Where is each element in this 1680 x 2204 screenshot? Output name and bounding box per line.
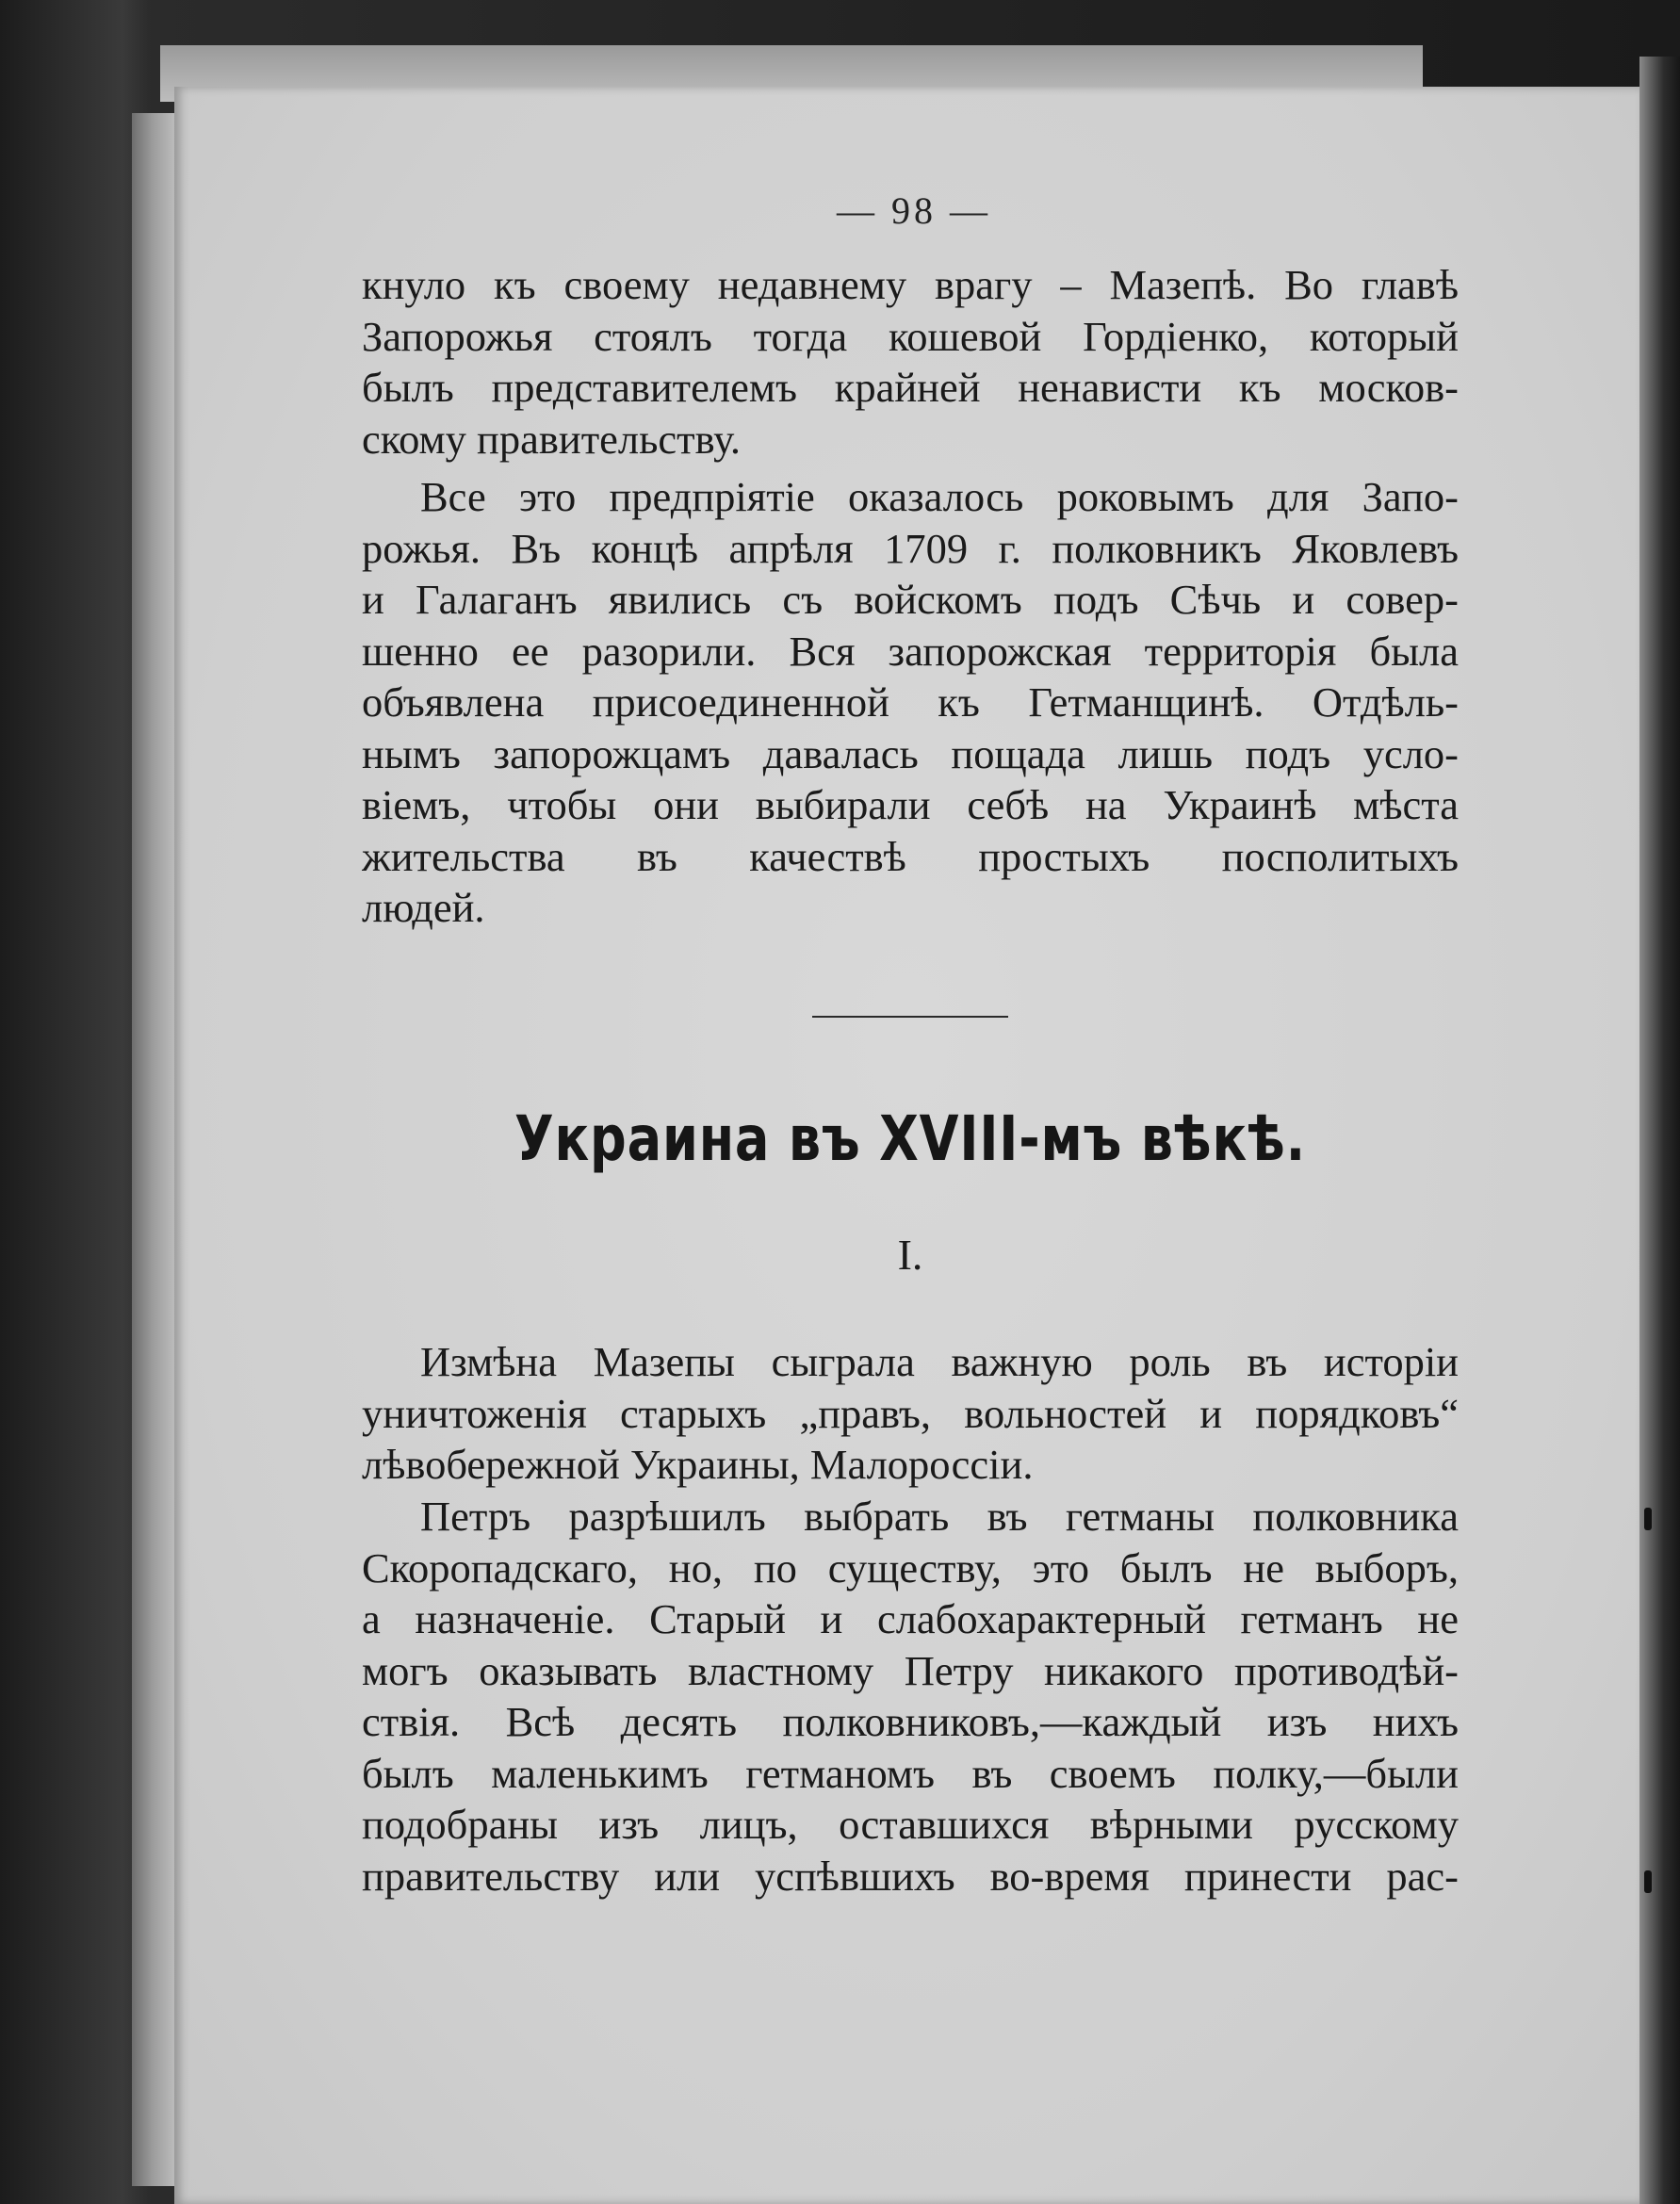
text-line: Измѣна Мазепы сыграла важную роль въ исторіи xyxy=(420,1338,1459,1385)
text-line: жительства въ качествѣ простыхъ посполитыхъ xyxy=(362,832,1459,880)
text-line: правительству или успѣвшихъ во-время принести рас- xyxy=(362,1852,1459,1900)
paragraph-continuation xyxy=(362,259,1459,465)
section-divider xyxy=(812,1016,1008,1018)
text-line: и Галаганъ явились съ войскомъ подъ Сѣчь и совер- xyxy=(362,576,1459,623)
text-line: а назначеніе. Старый и слабохарактерный гетманъ не xyxy=(362,1595,1459,1642)
chapter-heading: Украина въ XVIII-мъ вѣкѣ. xyxy=(514,1102,1307,1175)
text-line: былъ представителемъ крайней ненависти къ москов- xyxy=(362,364,1459,411)
text-line: віемъ, чтобы они выбирали себѣ на Украинѣ мѣста xyxy=(362,781,1459,828)
text-line: могъ оказывать властному Петру никакого противодѣй- xyxy=(362,1646,1459,1694)
text-line: рожья. Въ концѣ апрѣля 1709 г. полковникъ Яковлевъ xyxy=(362,524,1459,572)
text-line: шенно ее разорили. Вся запорожская территорія была xyxy=(362,627,1459,675)
text-line: былъ маленькимъ гетманомъ въ своемъ полку,—были xyxy=(362,1749,1459,1797)
page-number: — 98 — xyxy=(837,189,991,232)
paragraph-zaporozhye-fate xyxy=(362,471,1459,934)
paragraph-skoropadsky xyxy=(362,1491,1459,1902)
binding-mark xyxy=(1644,1508,1652,1530)
text-line: Запорожья стоялъ тогда кошевой Гордіенко, который xyxy=(362,312,1459,360)
paragraph-mazepa-betrayal xyxy=(362,1336,1459,1491)
text-line: Все это предпріятіе оказалось роковымъ для Запо- xyxy=(420,473,1459,520)
text-line: нымъ запорожцамъ давалась пощада лишь подъ усло- xyxy=(362,729,1459,777)
text-line: Петръ разрѣшилъ выбрать въ гетманы полковника xyxy=(420,1493,1459,1540)
text-line: уничтоженія старыхъ „правъ, вольностей и порядковъ“ xyxy=(362,1389,1459,1437)
text-line: объявлена присоединенной къ Гетманщинѣ. Отдѣль- xyxy=(362,678,1459,726)
text-line: подобраны изъ лицъ, оставшихся вѣрными русскому xyxy=(362,1801,1459,1848)
text-line: скому правительству. xyxy=(362,415,741,463)
text-line: кнуло къ своему недавнему врагу – Мазепѣ. Во главѣ xyxy=(362,261,1459,308)
binding-mark xyxy=(1644,1870,1652,1893)
text-line: лѣвобережной Украины, Малороссіи. xyxy=(362,1441,1034,1488)
section-number: I. xyxy=(897,1231,923,1279)
text-line: людей. xyxy=(362,884,485,931)
text-line: ствія. Всѣ десять полковниковъ,—каждый изъ нихъ xyxy=(362,1698,1459,1745)
text-line: Скоропадскаго, но, по существу, это былъ не выборъ, xyxy=(362,1543,1459,1592)
